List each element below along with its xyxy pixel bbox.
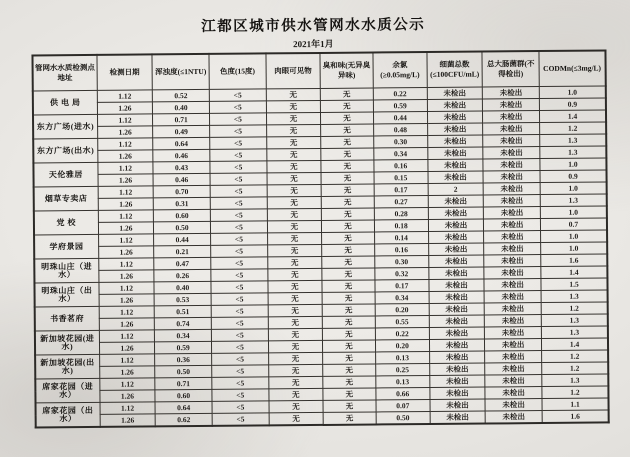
data-cell: 无 bbox=[322, 304, 375, 316]
data-cell: 无 bbox=[267, 160, 322, 172]
data-cell: 未检出 bbox=[485, 399, 542, 411]
data-cell: <5 bbox=[211, 317, 268, 329]
data-cell: 1.0 bbox=[540, 230, 607, 243]
data-cell: 未检出 bbox=[484, 291, 541, 303]
data-cell: 未检出 bbox=[429, 351, 485, 363]
data-cell: 1.0 bbox=[540, 206, 607, 219]
data-cell: 未检出 bbox=[483, 147, 540, 159]
data-cell: <5 bbox=[210, 173, 267, 185]
data-cell: 未检出 bbox=[484, 279, 541, 291]
data-cell: 未检出 bbox=[485, 375, 542, 387]
data-cell: <5 bbox=[212, 377, 269, 389]
data-cell: <5 bbox=[209, 89, 266, 101]
data-cell: 1.12 bbox=[97, 90, 153, 102]
location-name: 东方广场(出水) bbox=[33, 138, 97, 163]
data-cell: 无 bbox=[266, 124, 321, 136]
data-cell: 0.9 bbox=[539, 98, 606, 111]
data-cell: 1.5 bbox=[541, 278, 608, 291]
location-name: 东方广场(进水) bbox=[33, 114, 97, 139]
data-cell: 0.66 bbox=[376, 388, 430, 400]
report-month: 2021年1月 bbox=[293, 38, 334, 50]
data-cell: 0.27 bbox=[374, 196, 428, 208]
data-cell: 1.26 bbox=[100, 414, 156, 427]
data-cell: 0.64 bbox=[155, 401, 212, 413]
data-cell: 0.71 bbox=[153, 113, 210, 125]
header-codmn: CODMn(≤3mg/L) bbox=[539, 50, 606, 86]
data-cell: 未检出 bbox=[485, 327, 542, 339]
data-cell: 无 bbox=[323, 352, 376, 364]
header-coliform: 总大肠菌群(不得检出) bbox=[482, 51, 539, 87]
data-cell: 1.3 bbox=[541, 326, 608, 339]
data-cell: 未检出 bbox=[427, 99, 483, 111]
data-cell: <5 bbox=[211, 233, 268, 245]
data-cell: 无 bbox=[322, 232, 375, 244]
data-cell: 0.46 bbox=[153, 173, 210, 185]
data-cell: <5 bbox=[210, 197, 267, 209]
data-cell: 无 bbox=[267, 208, 322, 220]
data-cell: 未检出 bbox=[430, 411, 486, 424]
data-cell: 未检出 bbox=[427, 147, 483, 159]
data-cell: 未检出 bbox=[427, 135, 483, 147]
data-cell: 0.34 bbox=[375, 292, 429, 304]
data-cell: <5 bbox=[211, 341, 268, 353]
data-cell: 无 bbox=[323, 412, 376, 425]
data-cell: 1.12 bbox=[97, 114, 153, 126]
data-cell: 0.49 bbox=[153, 125, 210, 137]
data-cell: 未检出 bbox=[483, 111, 540, 123]
data-cell: 无 bbox=[322, 316, 375, 328]
data-cell: 0.17 bbox=[374, 184, 428, 196]
data-cell: 0.52 bbox=[153, 89, 210, 101]
data-cell: <5 bbox=[211, 281, 268, 293]
data-cell: 0.53 bbox=[154, 293, 211, 305]
data-cell: <5 bbox=[211, 329, 268, 341]
data-cell: <5 bbox=[211, 305, 268, 317]
data-cell: 1.26 bbox=[99, 366, 155, 378]
data-cell: 无 bbox=[322, 244, 375, 256]
header-bacteria-count: 细菌总数(≤100CFU/mL) bbox=[427, 52, 483, 88]
data-cell: 1.12 bbox=[99, 330, 155, 342]
data-cell: 0.43 bbox=[153, 161, 210, 173]
data-cell: 无 bbox=[267, 232, 322, 244]
header-location: 管网水水质检测点地址 bbox=[32, 55, 96, 91]
data-cell: 1.12 bbox=[100, 402, 156, 414]
data-cell: 未检出 bbox=[427, 123, 483, 135]
data-cell: 未检出 bbox=[483, 171, 540, 183]
data-cell: 未检出 bbox=[429, 303, 485, 315]
page-title: 江都区城市供水管网水水质公示 bbox=[201, 17, 426, 35]
data-cell: 1.2 bbox=[542, 386, 609, 399]
data-cell: 无 bbox=[268, 292, 323, 304]
data-cell: 0.60 bbox=[155, 389, 212, 401]
data-cell: 0.40 bbox=[154, 281, 211, 293]
data-cell: <5 bbox=[211, 245, 268, 257]
data-cell: 未检出 bbox=[483, 135, 540, 147]
data-cell: <5 bbox=[210, 185, 267, 197]
data-cell: 1.12 bbox=[98, 186, 154, 198]
data-cell: 0.62 bbox=[155, 413, 212, 426]
data-cell: 无 bbox=[322, 280, 375, 292]
data-cell: <5 bbox=[212, 365, 269, 377]
data-cell: 0.22 bbox=[373, 88, 427, 100]
location-name: 天伦雅居 bbox=[33, 162, 97, 187]
data-cell: 0.50 bbox=[154, 221, 211, 233]
data-cell: 未检出 bbox=[483, 195, 540, 207]
data-cell: 0.26 bbox=[154, 269, 211, 281]
data-cell: 未检出 bbox=[484, 255, 541, 267]
data-cell: 0.9 bbox=[540, 170, 607, 183]
data-cell: 0.44 bbox=[154, 233, 211, 245]
data-cell: 未检出 bbox=[484, 219, 541, 231]
data-cell: 0.34 bbox=[155, 329, 212, 341]
data-cell: 1.12 bbox=[99, 282, 155, 294]
data-cell: 1.26 bbox=[100, 390, 156, 402]
data-cell: 无 bbox=[266, 112, 321, 124]
header-odor-taste: 臭和味(无异臭异味) bbox=[320, 52, 373, 88]
data-cell: 1.12 bbox=[99, 354, 155, 366]
data-cell: 未检出 bbox=[485, 315, 542, 327]
data-cell: 未检出 bbox=[483, 159, 540, 171]
data-cell: 未检出 bbox=[484, 207, 541, 219]
data-cell: 未检出 bbox=[430, 399, 486, 411]
data-cell: 0.7 bbox=[540, 218, 607, 231]
data-cell: 0.59 bbox=[373, 100, 427, 112]
location-name: 新加坡花园(进水) bbox=[35, 330, 99, 355]
data-cell: <5 bbox=[209, 101, 266, 113]
data-cell: 无 bbox=[321, 124, 374, 136]
header-chroma: 色度(15度) bbox=[209, 53, 266, 89]
data-cell: 0.36 bbox=[155, 353, 212, 365]
data-cell: 无 bbox=[269, 412, 324, 425]
data-cell: 0.17 bbox=[375, 280, 429, 292]
data-cell: 无 bbox=[267, 256, 322, 268]
data-cell: 无 bbox=[267, 172, 322, 184]
data-cell: 无 bbox=[268, 376, 323, 388]
location-name: 席家花园（出水） bbox=[36, 402, 100, 427]
data-cell: 1.12 bbox=[98, 258, 154, 270]
data-cell: 未检出 bbox=[429, 315, 485, 327]
data-cell: 无 bbox=[322, 256, 375, 268]
data-cell: 1.26 bbox=[98, 222, 154, 234]
data-cell: 1.3 bbox=[540, 194, 607, 207]
data-cell: 无 bbox=[266, 148, 321, 160]
data-cell: 无 bbox=[323, 376, 376, 388]
data-cell: 无 bbox=[320, 88, 373, 100]
data-cell: <5 bbox=[210, 209, 267, 221]
location-name: 学府景园 bbox=[34, 234, 98, 259]
data-cell: 未检出 bbox=[428, 255, 484, 267]
data-cell: 0.32 bbox=[375, 268, 429, 280]
data-cell: 0.21 bbox=[154, 245, 211, 257]
data-cell: 无 bbox=[266, 88, 321, 100]
data-cell: 1.26 bbox=[98, 174, 154, 186]
data-cell: 无 bbox=[321, 136, 374, 148]
data-cell: 未检出 bbox=[427, 87, 483, 99]
data-cell: 0.51 bbox=[154, 305, 211, 317]
data-cell: 未检出 bbox=[427, 111, 483, 123]
data-cell: 未检出 bbox=[428, 219, 484, 231]
data-cell: <5 bbox=[212, 401, 269, 413]
data-cell: 0.50 bbox=[376, 412, 430, 425]
data-cell: 未检出 bbox=[485, 363, 542, 375]
data-cell: 未检出 bbox=[484, 267, 541, 279]
location-name: 供 电 局 bbox=[33, 90, 97, 115]
data-cell: 0.40 bbox=[153, 101, 210, 113]
data-cell: 1.12 bbox=[97, 138, 153, 150]
data-cell: 无 bbox=[321, 196, 374, 208]
data-cell: 0.30 bbox=[374, 136, 428, 148]
data-cell: 1.26 bbox=[97, 102, 153, 114]
data-cell: 未检出 bbox=[429, 267, 485, 279]
data-cell: 0.18 bbox=[374, 220, 428, 232]
data-cell: 1.12 bbox=[98, 162, 154, 174]
data-cell: 1.2 bbox=[542, 362, 609, 375]
data-cell: 1.3 bbox=[540, 146, 607, 159]
data-cell: 0.55 bbox=[375, 316, 429, 328]
data-cell: 未检出 bbox=[429, 375, 485, 387]
data-cell: 未检出 bbox=[483, 87, 540, 99]
data-cell: 无 bbox=[323, 388, 376, 400]
data-cell: 0.64 bbox=[153, 137, 210, 149]
data-cell: 无 bbox=[268, 304, 323, 316]
data-cell: 未检出 bbox=[429, 279, 485, 291]
data-cell: 0.28 bbox=[374, 208, 428, 220]
data-cell: 无 bbox=[268, 352, 323, 364]
data-cell: 无 bbox=[321, 160, 374, 172]
data-cell: 未检出 bbox=[428, 243, 484, 255]
data-cell: 1.0 bbox=[541, 242, 608, 255]
data-cell: 0.70 bbox=[153, 185, 210, 197]
data-cell: 1.3 bbox=[541, 314, 608, 327]
data-cell: 2 bbox=[428, 183, 484, 195]
data-cell: 0.13 bbox=[376, 376, 430, 388]
data-cell: <5 bbox=[211, 269, 268, 281]
data-cell: <5 bbox=[210, 161, 267, 173]
header-date: 检测日期 bbox=[97, 54, 153, 90]
data-cell: 未检出 bbox=[485, 411, 542, 424]
data-cell: 未检出 bbox=[429, 339, 485, 351]
data-cell: 未检出 bbox=[428, 195, 484, 207]
data-cell: 1.0 bbox=[540, 182, 607, 195]
data-cell: 0.44 bbox=[373, 112, 427, 124]
data-cell: 1.0 bbox=[539, 86, 606, 99]
data-cell: 未检出 bbox=[484, 243, 541, 255]
data-cell: 未检出 bbox=[429, 327, 485, 339]
data-cell: 0.60 bbox=[154, 209, 211, 221]
data-cell: 无 bbox=[321, 208, 374, 220]
data-cell: 未检出 bbox=[483, 123, 540, 135]
data-cell: 无 bbox=[321, 148, 374, 160]
water-quality-table bbox=[31, 49, 609, 428]
data-cell: 1.6 bbox=[541, 254, 608, 267]
data-cell: 1.26 bbox=[99, 294, 155, 306]
data-cell: 1.3 bbox=[541, 290, 608, 303]
data-cell: 1.26 bbox=[99, 270, 155, 282]
data-cell: 0.13 bbox=[375, 352, 429, 364]
data-cell: 无 bbox=[323, 364, 376, 376]
data-cell: 1.26 bbox=[97, 150, 153, 162]
data-cell: 无 bbox=[268, 364, 323, 376]
data-cell: 无 bbox=[268, 340, 323, 352]
data-cell: 1.12 bbox=[99, 306, 155, 318]
data-cell: 1.12 bbox=[98, 210, 154, 222]
data-cell: 0.46 bbox=[153, 149, 210, 161]
data-cell: 无 bbox=[268, 280, 323, 292]
data-cell: 1.26 bbox=[99, 342, 155, 354]
data-cell: 1.1 bbox=[542, 398, 609, 411]
location-name: 明珠山庄（出水） bbox=[34, 282, 98, 307]
data-cell: 未检出 bbox=[430, 387, 486, 399]
data-cell: 无 bbox=[321, 184, 374, 196]
header-residual-chlorine: 余氯(≥0.05mg/L) bbox=[373, 52, 427, 88]
data-cell: 1.26 bbox=[97, 126, 153, 138]
data-cell: 0.14 bbox=[374, 232, 428, 244]
data-cell: 未检出 bbox=[429, 291, 485, 303]
header-turbidity: 浑浊度(≤1NTU) bbox=[152, 54, 209, 90]
data-cell: 未检出 bbox=[428, 231, 484, 243]
data-cell: 未检出 bbox=[483, 99, 540, 111]
data-cell: 0.16 bbox=[374, 244, 428, 256]
location-name: 烟草专卖店 bbox=[34, 186, 98, 211]
data-cell: 无 bbox=[267, 196, 322, 208]
data-cell: 0.31 bbox=[153, 197, 210, 209]
location-name: 明珠山庄（进水） bbox=[34, 258, 98, 283]
data-cell: 1.4 bbox=[541, 266, 608, 279]
data-cell: 1.12 bbox=[98, 234, 154, 246]
data-cell: 无 bbox=[321, 112, 374, 124]
data-cell: 未检出 bbox=[428, 171, 484, 183]
data-cell: 0.20 bbox=[375, 340, 429, 352]
data-cell: 未检出 bbox=[485, 351, 542, 363]
location-name: 党 校 bbox=[34, 210, 98, 235]
data-cell: 1.2 bbox=[541, 302, 608, 315]
data-cell: <5 bbox=[209, 113, 266, 125]
data-cell: 无 bbox=[321, 172, 374, 184]
data-cell: 1.4 bbox=[541, 338, 608, 351]
data-cell: 无 bbox=[322, 220, 375, 232]
data-cell: 0.07 bbox=[376, 400, 430, 412]
data-cell: <5 bbox=[210, 221, 267, 233]
data-cell: <5 bbox=[210, 125, 267, 137]
data-cell: 无 bbox=[268, 316, 323, 328]
data-cell: <5 bbox=[210, 149, 267, 161]
data-cell: <5 bbox=[211, 257, 268, 269]
data-cell: 0.71 bbox=[155, 377, 212, 389]
data-cell: 0.30 bbox=[375, 256, 429, 268]
data-cell: 无 bbox=[323, 400, 376, 412]
header-visible-matter: 肉眼可见物 bbox=[266, 53, 321, 89]
data-cell: 0.25 bbox=[375, 364, 429, 376]
data-cell: 无 bbox=[267, 184, 322, 196]
data-cell: 无 bbox=[269, 400, 324, 412]
data-cell: 未检出 bbox=[485, 387, 542, 399]
data-cell: 未检出 bbox=[484, 231, 541, 243]
data-cell: <5 bbox=[211, 293, 268, 305]
data-cell: 未检出 bbox=[428, 159, 484, 171]
data-cell: 0.59 bbox=[155, 341, 212, 353]
data-cell: 1.26 bbox=[98, 246, 154, 258]
data-cell: 无 bbox=[267, 220, 322, 232]
data-cell: 1.2 bbox=[542, 350, 609, 363]
data-cell: 1.0 bbox=[540, 158, 607, 171]
data-cell: 未检出 bbox=[484, 303, 541, 315]
location-name: 席家花园（进水） bbox=[35, 378, 99, 403]
data-cell: 0.47 bbox=[154, 257, 211, 269]
data-cell: 0.15 bbox=[374, 172, 428, 184]
data-cell: 无 bbox=[267, 244, 322, 256]
data-cell: 无 bbox=[322, 268, 375, 280]
table-body bbox=[33, 86, 609, 427]
data-cell: <5 bbox=[212, 413, 269, 426]
data-cell: 无 bbox=[322, 328, 375, 340]
data-cell: 未检出 bbox=[483, 183, 540, 195]
data-cell: 0.48 bbox=[373, 124, 427, 136]
data-cell: 未检出 bbox=[485, 339, 542, 351]
data-cell: 无 bbox=[269, 388, 324, 400]
data-cell: 1.26 bbox=[99, 318, 155, 330]
data-cell: 无 bbox=[266, 100, 321, 112]
data-cell: 无 bbox=[268, 268, 323, 280]
data-cell: 1.12 bbox=[99, 378, 155, 390]
data-cell: 0.34 bbox=[374, 148, 428, 160]
data-cell: 1.6 bbox=[542, 410, 609, 423]
data-cell: 1.2 bbox=[540, 122, 607, 135]
data-cell: <5 bbox=[210, 137, 267, 149]
data-cell: <5 bbox=[212, 353, 269, 365]
data-cell: 1.26 bbox=[98, 198, 154, 210]
location-name: 书香茗府 bbox=[35, 306, 99, 331]
data-cell: 0.22 bbox=[375, 328, 429, 340]
data-cell: 0.74 bbox=[155, 317, 212, 329]
data-cell: 无 bbox=[266, 136, 321, 148]
data-cell: 0.20 bbox=[375, 304, 429, 316]
data-cell: 无 bbox=[320, 100, 373, 112]
data-cell: 未检出 bbox=[428, 207, 484, 219]
data-cell: 无 bbox=[268, 328, 323, 340]
data-cell: 1.3 bbox=[542, 374, 609, 387]
data-cell: 1.4 bbox=[539, 110, 606, 123]
data-cell: <5 bbox=[212, 389, 269, 401]
data-cell: 1.3 bbox=[540, 134, 607, 147]
header-row bbox=[32, 50, 605, 90]
data-cell: 0.16 bbox=[374, 160, 428, 172]
location-name: 新加坡花园(出水) bbox=[35, 354, 99, 379]
data-cell: 无 bbox=[322, 292, 375, 304]
data-cell: 无 bbox=[323, 340, 376, 352]
data-cell: 未检出 bbox=[429, 363, 485, 375]
data-cell: 0.50 bbox=[155, 365, 212, 377]
